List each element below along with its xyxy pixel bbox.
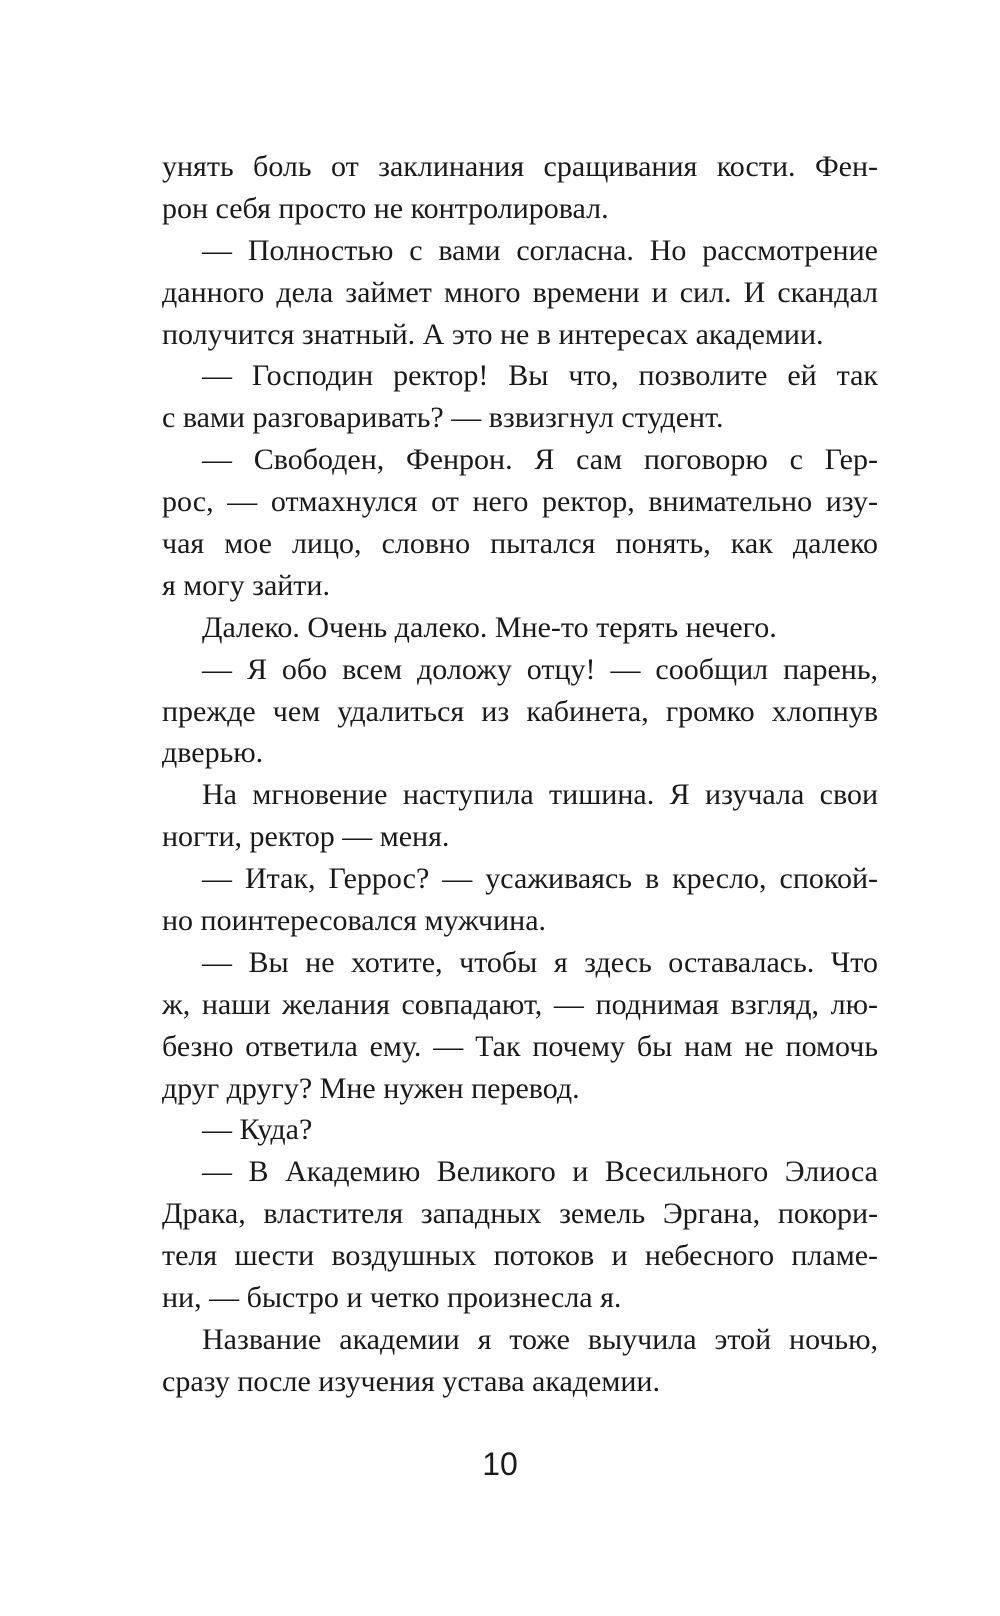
page-number: 10 — [482, 1446, 518, 1482]
text-line: — Я обо всем доложу отцу! — сообщил парень, — [202, 652, 878, 686]
text-line: получится знатный. А это не в интересах академии. — [162, 317, 824, 351]
text-line: — Полностью с вами согласна. Но рассмотрение — [202, 233, 878, 267]
text-line: чая мое лицо, словно пытался понять, как далеко — [162, 527, 878, 561]
text-line: — Вы не хотите, чтобы я здесь оставалась. Что — [202, 945, 878, 979]
text-line: Драка, властителя западных земель Эргана, покори- — [162, 1197, 878, 1231]
text-line: рос, — отмахнулся от него ректор, внимательно изу- — [162, 485, 878, 519]
text-line: данного дела займет много времени и сил. И скандал — [162, 275, 878, 309]
text-line: ногти, ректор — меня. — [162, 820, 450, 854]
text-line: я могу зайти. — [162, 568, 330, 602]
text-line: друг другу? Мне нужен перевод. — [162, 1071, 580, 1105]
text-line: унять боль от заклинания сращивания кости. Фен- — [162, 150, 878, 183]
text-line: — Куда? — [202, 1113, 313, 1147]
text-line: ни, — быстро и четко произнесла я. — [162, 1281, 622, 1315]
text-line: — В Академию Великого и Всесильного Элиоса — [202, 1155, 878, 1189]
text-line: — Свободен, Фенрон. Я сам поговорю с Гер- — [202, 443, 878, 477]
text-line: рон себя просто не контролировал. — [162, 191, 609, 225]
text-line: прежде чем удалиться из кабинета, громко хлопнув — [162, 694, 878, 728]
text-line: На мгновение наступила тишина. Я изучала свои — [202, 778, 878, 812]
text-line: Далеко. Очень далеко. Мне-то терять нечего. — [202, 610, 777, 644]
text-line: сразу после изучения устава академии. — [162, 1364, 660, 1398]
text-line: теля шести воздушных потоков и небесного пламе- — [162, 1239, 878, 1273]
text-line: Название академии я тоже выучила этой ночью, — [202, 1322, 878, 1356]
text-line: ж, наши желания совпадают, — поднимая взгляд, лю- — [162, 987, 878, 1021]
body-text — [162, 146, 878, 1403]
text-line: дверью. — [162, 736, 264, 770]
text-line: — Итак, Геррос? — усаживаясь в кресло, спокой- — [202, 862, 878, 896]
text-line: но поинтересовался мужчина. — [162, 904, 547, 938]
text-line: безно ответила ему. — Так почему бы нам не помочь — [162, 1029, 878, 1063]
text-line: с вами разговаривать? — взвизгнул студент. — [162, 401, 724, 435]
text-line: — Господин ректор! Вы что, позволите ей так — [202, 359, 878, 393]
